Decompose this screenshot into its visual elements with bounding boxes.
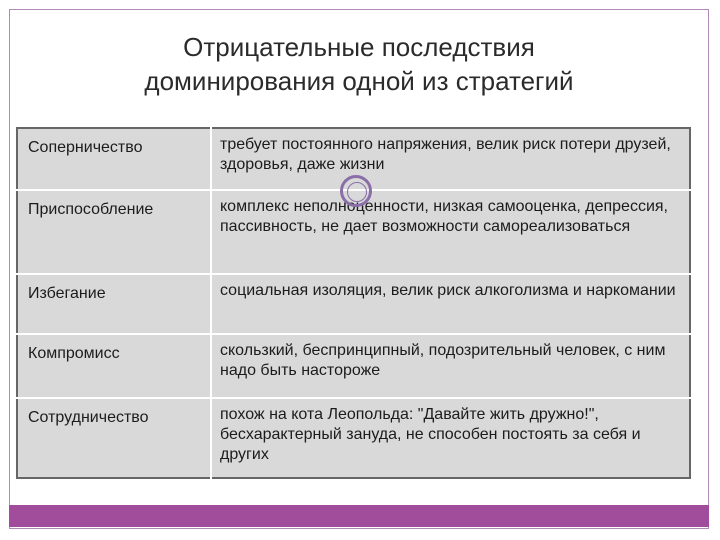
consequence-cell: социальная изоляция, велик риск алкоголизма и наркомании (211, 274, 690, 334)
table-row (17, 334, 690, 398)
table-row (17, 398, 690, 478)
strategy-cell: Компромисс (17, 334, 211, 398)
consequence-cell: похож на кота Леопольда: "Давайте жить дружно!", бесхарактерный зануда, не способен постоять за себя и других (211, 398, 690, 478)
strategy-cell: Приспособление (17, 190, 211, 274)
bottom-accent-bar (9, 505, 709, 527)
title-line-2: доминирования одной из стратегий (144, 66, 574, 96)
cursor-ring-icon (340, 175, 372, 207)
strategy-cell: Соперничество (17, 128, 211, 190)
title-line-1: Отрицательные последствия (183, 32, 535, 62)
consequence-cell: комплекс неполноценности, низкая самооценка, депрессия, пассивность, не дает возможности самореализоваться (211, 190, 690, 274)
consequence-cell: скользкий, беспринципный, подозрительный человек, с ним надо быть настороже (211, 334, 690, 398)
consequence-cell: требует постоянного напряжения, велик риск потери друзей, здоровья, даже жизни (211, 128, 690, 190)
table-row (17, 274, 690, 334)
strategy-cell: Избегание (17, 274, 211, 334)
slide-title (9, 30, 709, 98)
strategy-cell: Сотрудничество (28, 409, 149, 426)
